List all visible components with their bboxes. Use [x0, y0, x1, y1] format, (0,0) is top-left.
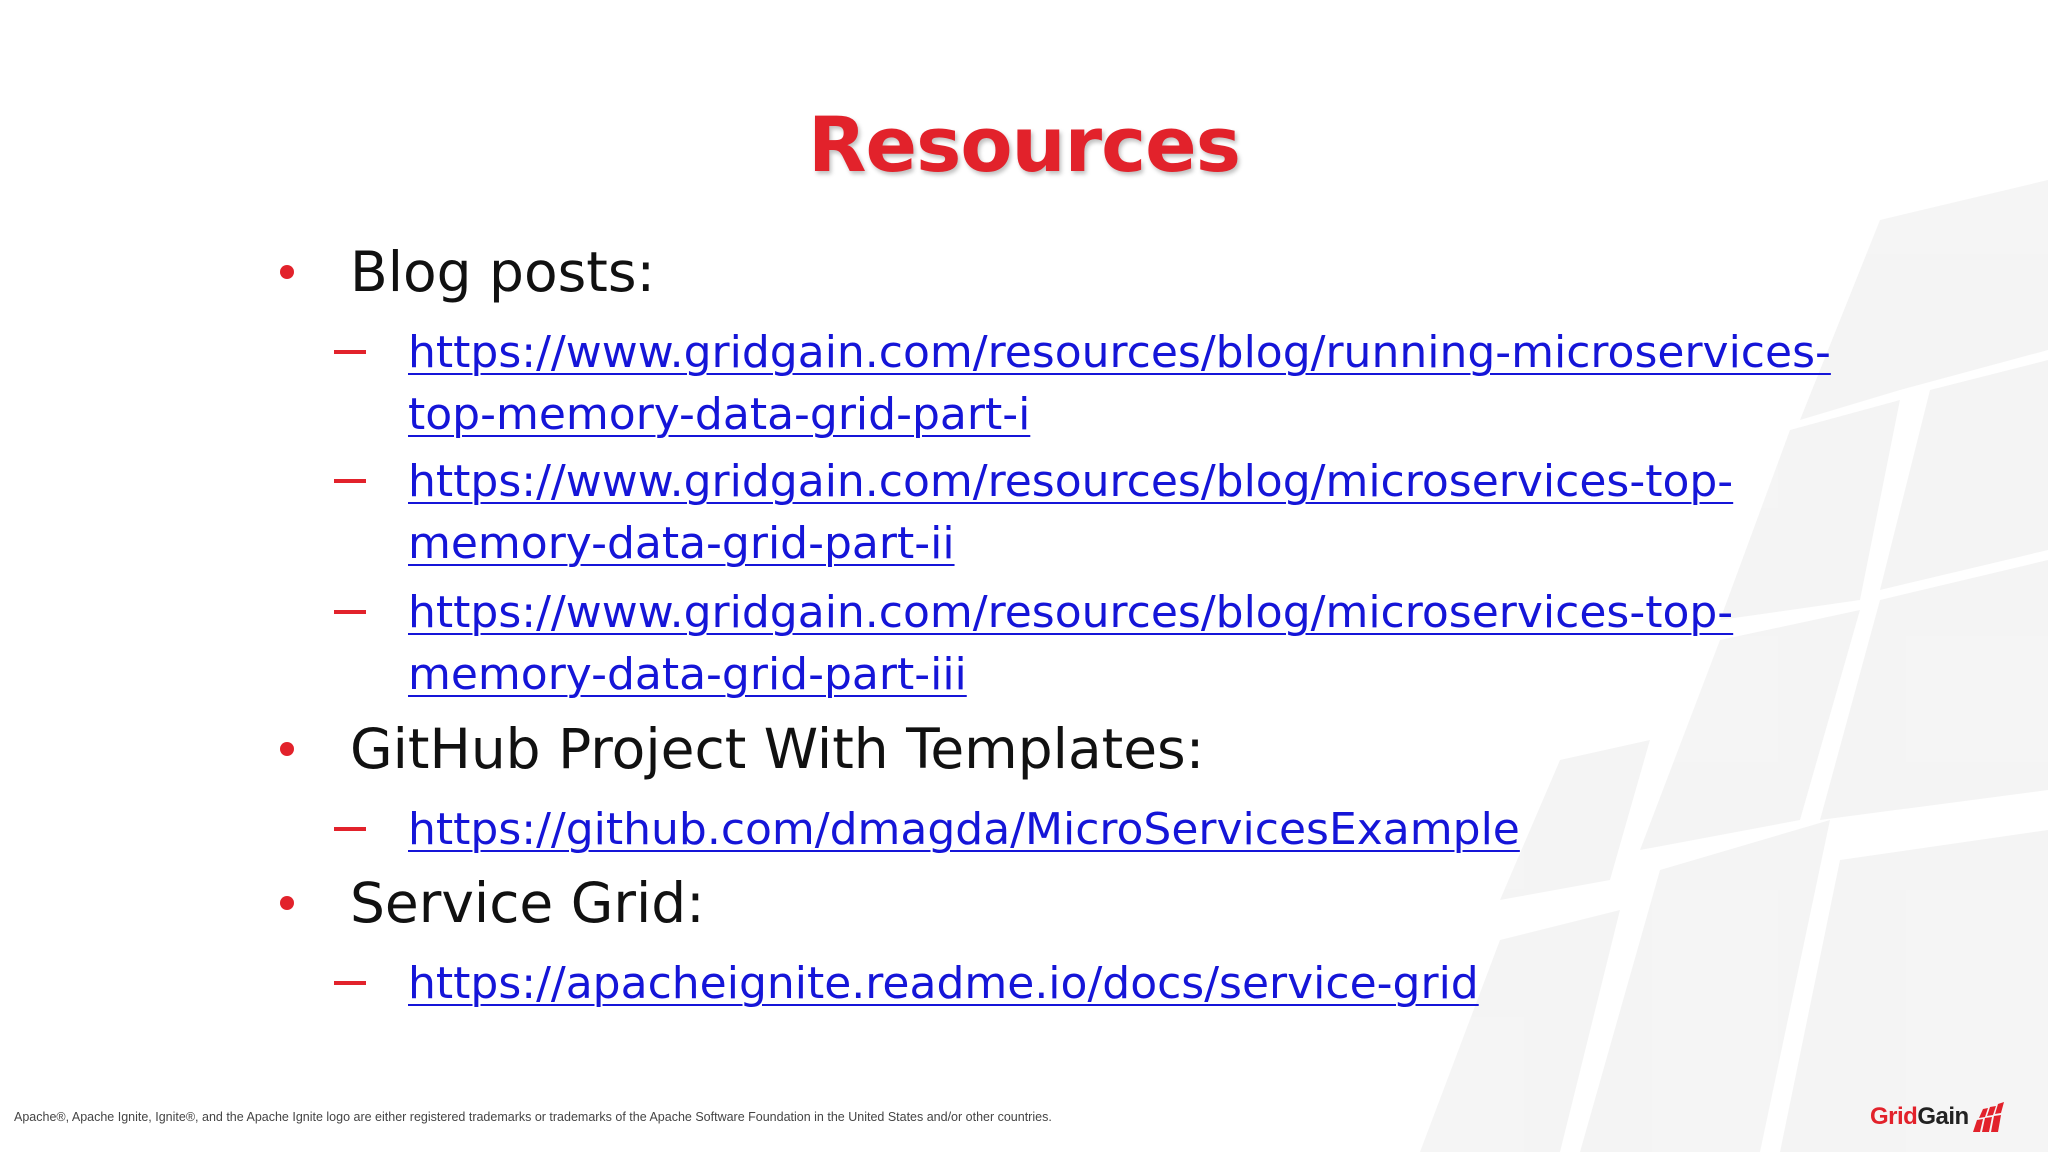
bullet-blog-posts: [280, 240, 656, 304]
dash-icon: [334, 350, 366, 354]
dash-icon: [334, 981, 366, 985]
logo-grid-text: Grid: [1870, 1103, 1918, 1130]
bullet-github-project: [280, 717, 1205, 781]
gridgain-logo: [1870, 1102, 2005, 1132]
bullet-heading: Blog posts:: [350, 240, 656, 304]
logo-mark-icon: [1971, 1102, 2005, 1132]
bullet-dot-icon: [280, 265, 294, 279]
dash-icon: [334, 827, 366, 831]
logo-wordmark: [1870, 1103, 1969, 1131]
blog-link-part-i[interactable]: https://www.gridgain.com/resources/blog/running-microservices-top-memory-data-grid-part-i: [408, 327, 1831, 440]
bullet-dot-icon: [280, 896, 294, 910]
dash-icon: [334, 610, 366, 614]
service-grid-link[interactable]: https://apacheignite.readme.io/docs/service-grid: [408, 958, 1479, 1009]
bullet-heading: GitHub Project With Templates:: [350, 717, 1205, 781]
dash-icon: [334, 479, 366, 483]
slide-title: Resources: [808, 100, 1240, 189]
blog-link-part-ii[interactable]: https://www.gridgain.com/resources/blog/microservices-top-memory-data-grid-part-ii: [408, 456, 1734, 569]
github-link[interactable]: https://github.com/dmagda/MicroServicesExample: [408, 804, 1520, 855]
bullet-dot-icon: [280, 742, 294, 756]
trademark-footer: Apache®, Apache Ignite, Ignite®, and the Apache Ignite logo are either registered trademarks or trademarks of the Apache Software Foundation in the United States and/or other countries.: [14, 1110, 1052, 1124]
bullet-service-grid: [280, 871, 705, 935]
bullet-heading: Service Grid:: [350, 871, 705, 935]
logo-gain-text: Gain: [1917, 1103, 1969, 1130]
blog-link-part-iii[interactable]: https://www.gridgain.com/resources/blog/microservices-top-memory-data-grid-part-iii: [408, 587, 1734, 700]
